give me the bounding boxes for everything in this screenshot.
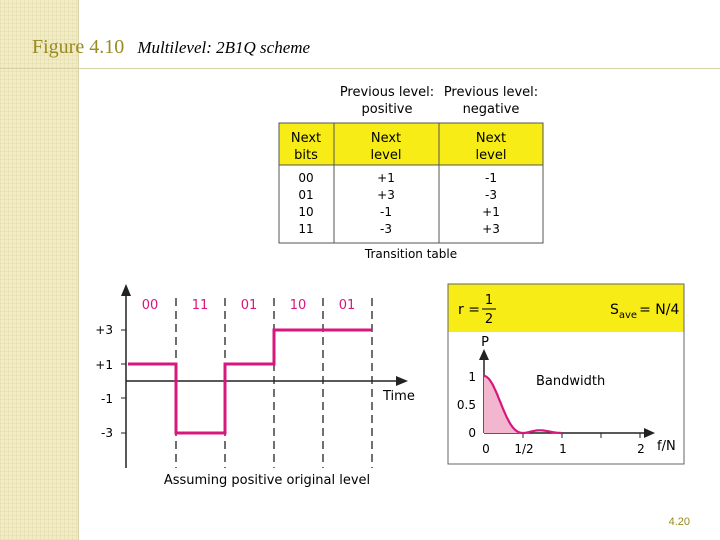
save-sub: ave	[618, 310, 638, 321]
row-2-pos: +3	[377, 188, 395, 202]
save-value: = N/4	[639, 302, 680, 318]
x-tick-0: 0	[482, 442, 490, 456]
y-tick-05: 0.5	[456, 398, 476, 412]
y-tick-1: 1	[468, 370, 476, 384]
spectrum-panel	[448, 284, 684, 464]
row-3-neg: +1	[482, 205, 500, 219]
row-4-bits: 11	[298, 222, 314, 236]
row-3-bits: 10	[298, 205, 314, 219]
signal-waveform	[95, 284, 415, 488]
r-denominator: 2	[484, 312, 494, 327]
prev-positive-line2: positive	[361, 102, 413, 117]
col-next-level-pos-line2: level	[370, 148, 402, 163]
row-3-pos: -1	[380, 205, 392, 219]
r-numerator: 1	[484, 293, 494, 308]
signal-caption: Assuming positive original level	[163, 473, 371, 488]
signal-x-arrow-icon	[396, 376, 408, 386]
figure-label: Figure 4.10	[32, 36, 125, 58]
bandwidth-fill	[484, 376, 523, 433]
bandwidth-label: Bandwidth	[536, 374, 606, 389]
row-2-bits: 01	[298, 188, 314, 202]
spectrum-y-arrow-icon	[479, 349, 489, 360]
bit-group-2: 11	[191, 298, 209, 313]
signal-y-arrow-icon	[121, 284, 131, 296]
bit-group-4: 10	[289, 298, 307, 313]
bit-group-1: 00	[141, 298, 159, 313]
time-label: Time	[383, 389, 415, 404]
x-axis-label-fn: f/N	[657, 439, 676, 454]
y-axis-label-p: P	[481, 335, 489, 350]
col-next-bits-line2: bits	[294, 148, 318, 163]
x-tick-1: 1	[559, 442, 567, 456]
row-4-pos: -3	[380, 222, 392, 236]
spectrum-x-arrow-icon	[644, 428, 655, 438]
row-2-neg: -3	[485, 188, 497, 202]
bit-group-3: 01	[240, 298, 258, 313]
level-label-minus1: -1	[101, 392, 113, 406]
table-caption: Transition table	[364, 247, 458, 261]
row-1-bits: 00	[298, 171, 314, 185]
transition-table	[279, 85, 543, 261]
prev-positive-line1: Previous level:	[339, 85, 435, 100]
col-next-bits-line1: Next	[290, 131, 322, 146]
col-next-level-neg-line2: level	[475, 148, 507, 163]
level-label-minus3: -3	[101, 426, 113, 440]
x-tick-2: 2	[637, 442, 645, 456]
page-number: 4.20	[668, 516, 690, 528]
row-4-neg: +3	[482, 222, 500, 236]
col-next-level-pos-line1: Next	[370, 131, 402, 146]
y-tick-0: 0	[468, 426, 476, 440]
prev-negative-line2: negative	[462, 102, 520, 117]
row-1-neg: -1	[485, 171, 497, 185]
row-1-pos: +1	[377, 171, 395, 185]
col-next-level-neg-line1: Next	[475, 131, 507, 146]
save-s: S	[610, 302, 619, 318]
level-label-plus1: +1	[95, 358, 113, 372]
bit-group-5: 01	[338, 298, 356, 313]
x-tick-half: 1/2	[514, 442, 534, 456]
r-label: r =	[458, 302, 480, 318]
prev-negative-line1: Previous level:	[443, 85, 539, 100]
figure-title: Multilevel: 2B1Q scheme	[137, 38, 311, 57]
level-label-plus3: +3	[95, 323, 113, 337]
